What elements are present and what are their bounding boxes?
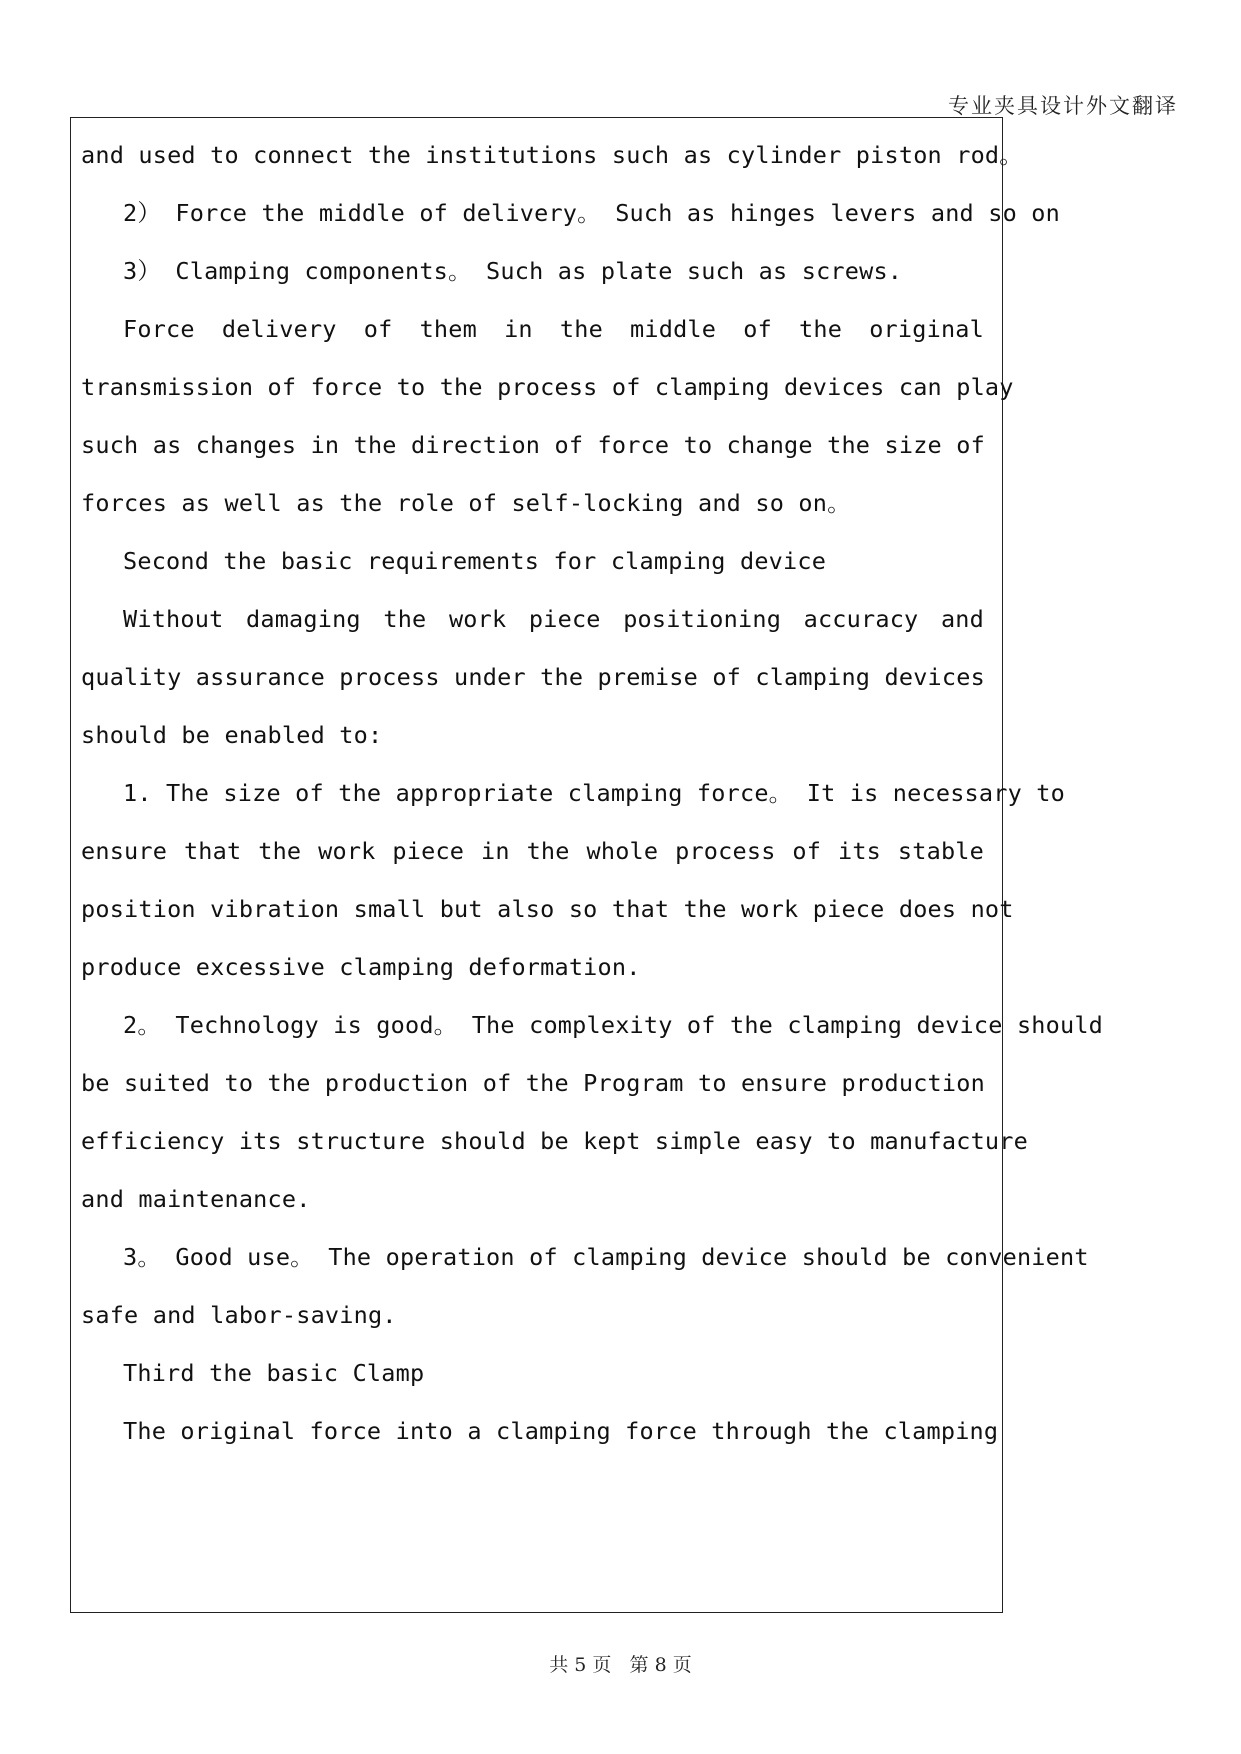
body-line-13: ensure that the work piece in the whole process of its stable	[81, 837, 984, 865]
body-line-15: produce excessive clamping deformation.	[81, 953, 641, 981]
body-line-3: 3） Clamping components。 Such as plate such as screws.	[123, 257, 903, 285]
page-header-title: 专业夹具设计外文翻译	[948, 94, 1178, 118]
page-number-footer: 共 5 页 第 8 页	[549, 1654, 692, 1676]
body-line-11: should be enabled to:	[81, 721, 383, 749]
body-line-2: 2） Force the middle of delivery。 Such as hinges levers and so on	[123, 199, 1060, 227]
body-line-7: forces as well as the role of self-locking and so on。	[81, 489, 851, 517]
section-heading-third: Third the basic Clamp	[123, 1359, 425, 1387]
body-line-12: 1. The size of the appropriate clamping force。 It is necessary to	[123, 779, 1065, 807]
body-line-19: and maintenance.	[81, 1185, 311, 1213]
body-line-10: quality assurance process under the premise of clamping devices	[81, 663, 985, 691]
body-line-16: 2。 Technology is good。 The complexity of the clamping device should	[123, 1011, 1104, 1039]
body-line-17: be suited to the production of the Program to ensure production	[81, 1069, 985, 1097]
body-line-5: transmission of force to the process of clamping devices can play	[81, 373, 1014, 401]
body-line-14: position vibration small but also so that the work piece does not	[81, 895, 1014, 923]
document-body-frame	[70, 117, 1104, 1613]
body-line-1: and used to connect the institutions such as cylinder piston rod。	[81, 141, 1023, 169]
body-line-21: safe and labor-saving.	[81, 1301, 397, 1329]
body-line-6: such as changes in the direction of force to change the size of	[81, 431, 985, 459]
body-line-18: efficiency its structure should be kept simple easy to manufacture	[81, 1127, 1028, 1155]
body-line-23: The original force into a clamping force through the clamping	[123, 1417, 999, 1445]
body-line-20: 3。 Good use。 The operation of clamping device should be convenient	[123, 1243, 1089, 1271]
body-line-4: Force delivery of them in the middle of the original	[123, 315, 984, 343]
section-heading-second: Second the basic requirements for clamping device	[123, 547, 827, 575]
body-line-9: Without damaging the work piece positioning accuracy and	[123, 605, 984, 633]
